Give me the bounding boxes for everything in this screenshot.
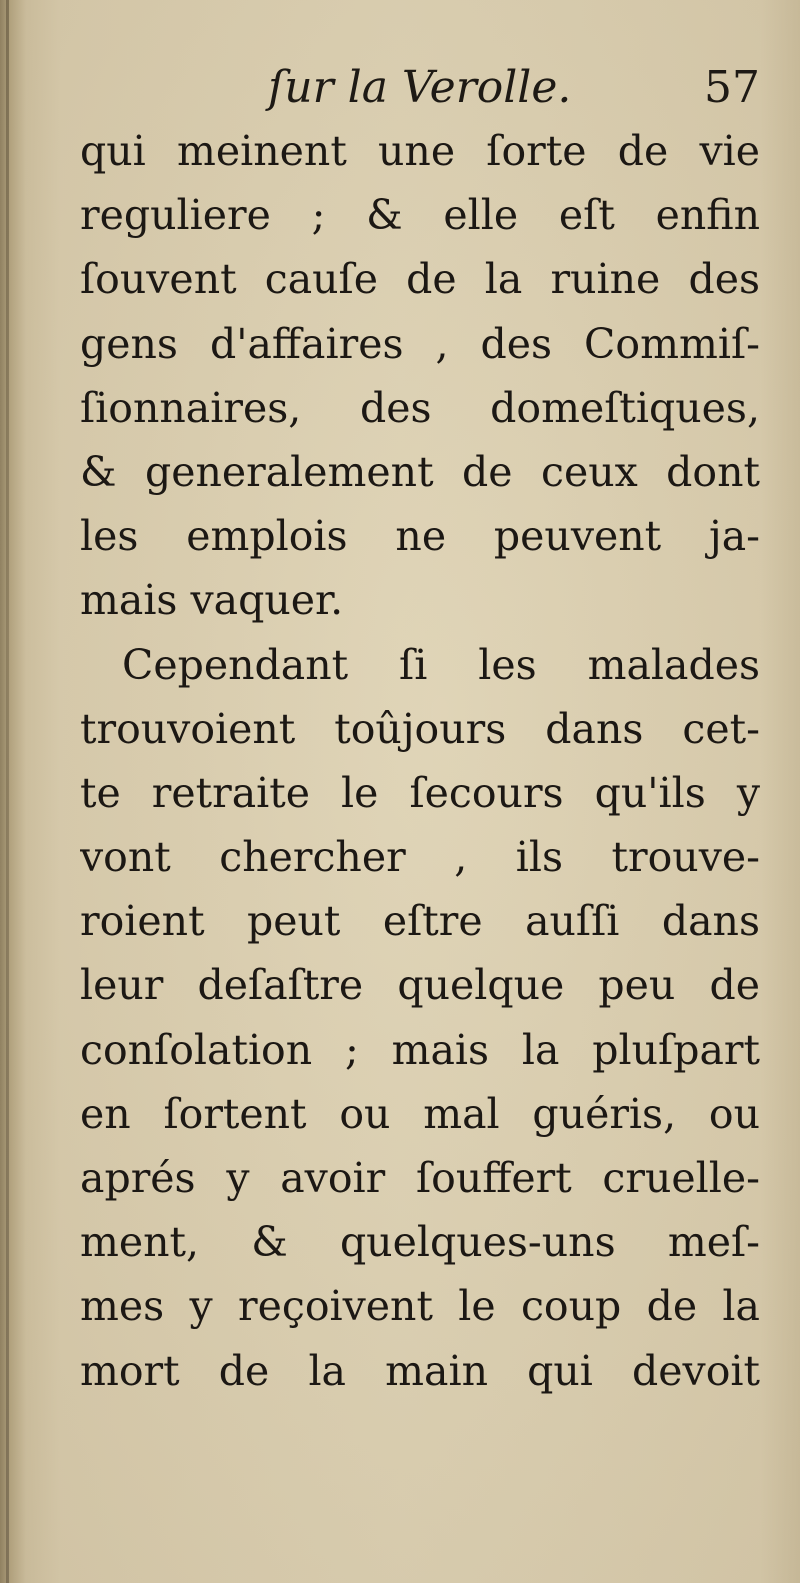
text-line: leur deſaſtre quelque peu de — [80, 961, 760, 1010]
text-line: qui meinent une ſorte de vie — [80, 127, 760, 175]
text-line-paragraph-end: mais vaquer. — [80, 576, 344, 625]
text-line: ſouvent cauſe de la ruine des — [80, 255, 760, 304]
text-line: en ſortent ou mal guéris, ou — [80, 1089, 760, 1138]
page-header — [0, 58, 800, 118]
text-line: aprés y avoir ſouffert cruelle- — [80, 1154, 760, 1202]
text-line: ment, & quelques-uns meſ- — [80, 1218, 760, 1267]
text-line: mort de la main qui devoit — [80, 1346, 760, 1395]
text-line: vont chercher , ils trouve- — [80, 833, 760, 882]
text-line: gens d'affaires , des Commiſ- — [80, 319, 760, 368]
running-head: ſur la Verolle. — [268, 62, 572, 113]
page-number: 57 — [704, 62, 760, 113]
text-line: conſolation ; mais la pluſpart — [80, 1025, 760, 1074]
text-line: trouvoient toûjours dans cet- — [80, 704, 760, 753]
text-line: reguliere ; & elle eſt enfin — [80, 191, 760, 240]
text-line: les emplois ne peuvent ja- — [80, 512, 760, 561]
text-line-paragraph-start: Cependant ſi les malades — [122, 640, 760, 689]
text-line: ſionnaires, des domeſtiques, — [80, 383, 760, 432]
text-line: & generalement de ceux dont — [80, 447, 760, 496]
text-line: roient peut eſtre auſſi dans — [80, 897, 760, 946]
text-line: mes y reçoivent le coup de la — [80, 1282, 760, 1331]
page-gutter-edge — [6, 0, 9, 1583]
body-text — [80, 119, 760, 1403]
text-line: te retraite le ſecours qu'ils y — [80, 768, 760, 817]
